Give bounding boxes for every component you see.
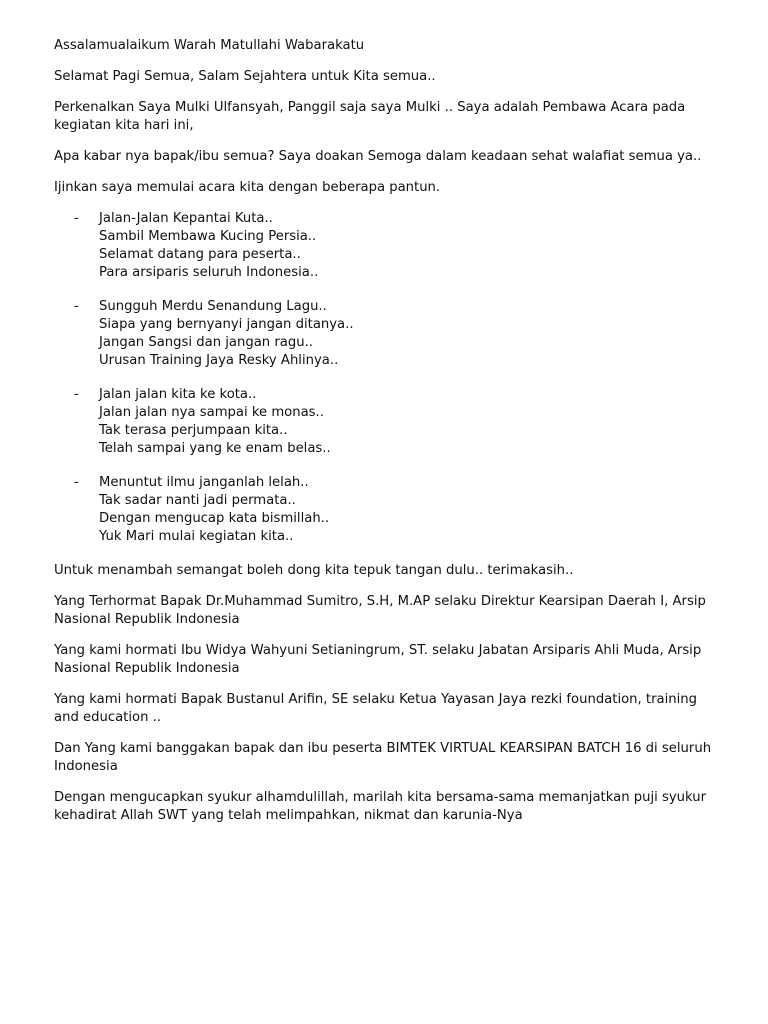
pantun-intro-paragraph: Ijinkan saya memulai acara kita dengan beberapa pantun. [54,180,441,195]
pantun-stanza [54,386,724,458]
pantun-line: Jangan Sangsi dan jangan ragu.. [99,335,313,350]
pantun-line: Sambil Membawa Kucing Persia.. [99,229,317,244]
pantun-line: Siapa yang bernyanyi jangan ditanya.. [99,317,354,332]
pantun-stanza [54,298,724,370]
pantun-line: Sungguh Merdu Senandung Lagu.. [99,299,327,314]
pantun-line: Menuntut ilmu janganlah lelah.. [99,475,309,490]
pantun-line: Telah sampai yang ke enam belas.. [99,441,331,456]
pantun-line: Dengan mengucap kata bismillah.. [99,511,330,526]
participants-paragraph: Dan Yang kami banggakan bapak dan ibu peserta BIMTEK VIRTUAL KEARSIPAN BATCH 16 di seluruh Indonesia [54,741,712,774]
pantun-list [54,210,724,546]
greeting-paragraph: Assalamualaikum Warah Matullahi Wabarakatu [54,38,365,53]
honored-guest-paragraph: Yang kami hormati Bapak Bustanul Arifin, SE selaku Ketua Yayasan Jaya rezki foundation, training and education .. [54,692,698,725]
list-bullet: - [74,387,79,402]
pantun-line: Tak terasa perjumpaan kita.. [99,423,288,438]
list-bullet: - [74,299,79,314]
applause-paragraph: Untuk menambah semangat boleh dong kita tepuk tangan dulu.. terimakasih.. [54,563,574,578]
list-bullet: - [74,211,79,226]
wellbeing-paragraph: Apa kabar nya bapak/ibu semua? Saya doakan Semoga dalam keadaan sehat walafiat semua ya.. [54,149,702,164]
pantun-line: Jalan-Jalan Kepantai Kuta.. [99,211,273,226]
honored-guest-paragraph: Yang Terhormat Bapak Dr.Muhammad Sumitro, S.H, M.AP selaku Direktur Kearsipan Daerah I, Arsip Nasional Republik Indonesia [54,594,706,627]
intro-section [54,37,724,197]
pantun-line: Selamat datang para peserta.. [99,247,301,262]
pantun-line: Jalan jalan nya sampai ke monas.. [99,405,324,420]
pantun-stanza [54,474,724,546]
pantun-line: Para arsiparis seluruh Indonesia.. [99,265,319,280]
pantun-line: Urusan Training Jaya Resky Ahlinya.. [99,353,339,368]
pantun-line: Jalan jalan kita ke kota.. [99,387,257,402]
pantun-line: Yuk Mari mulai kegiatan kita.. [99,529,294,544]
list-bullet: - [74,475,79,490]
honored-guest-paragraph: Yang kami hormati Ibu Widya Wahyuni Setianingrum, ST. selaku Jabatan Arsiparis Ahli Muda, Arsip Nasional Republik Indonesia [54,643,702,676]
morning-greeting-paragraph: Selamat Pagi Semua, Salam Sejahtera untuk Kita semua.. [54,69,436,84]
introduction-paragraph: Perkenalkan Saya Mulki Ulfansyah, Panggil saja saya Mulki .. Saya adalah Pembawa Acara pada kegiatan kita hari ini, [54,100,686,133]
document-body [54,37,724,838]
pantun-stanza [54,210,724,282]
closing-section [54,562,724,825]
gratitude-paragraph: Dengan mengucapkan syukur alhamdulillah, marilah kita bersama-sama memanjatkan puji syukur kehadirat Allah SWT yang telah melimpahkan, nikmat dan karunia-Nya [54,790,707,823]
pantun-line: Tak sadar nanti jadi permata.. [99,493,296,508]
